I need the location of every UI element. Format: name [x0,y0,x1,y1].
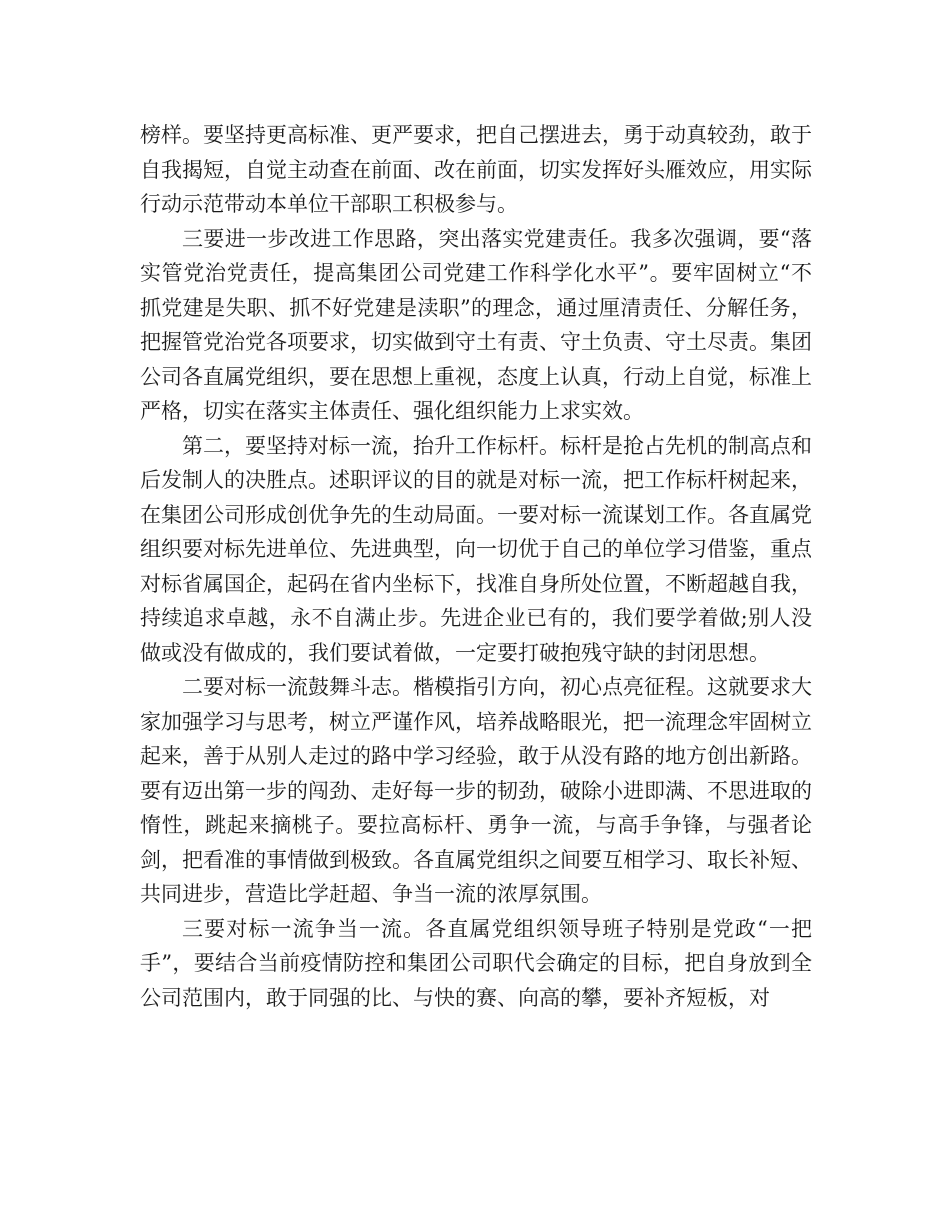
paragraph-continuation: 榜样。要坚持更高标准、更严要求，把自己摆进去，勇于动真较劲，敢于自我揭短，自觉主动查在前面、改在前面，切实发挥好头雁效应，用实际行动示范带动本单位干部职工积极参与。 [140,123,812,216]
paragraph-strive-first-class: 三要对标一流争当一流。各直属党组织领导班子特别是党政“一把手”，要结合当前疫情防控和集团公司职代会确定的目标，把自身放到全公司范围内，敢于同强的比、与快的赛、向高的攀，要补齐短板，对 [140,916,812,1010]
document-body [140,118,812,1015]
paragraph-benchmark-first-class: 第二，要坚持对标一流，抬升工作标杆。标杆是抢占先机的制高点和后发制人的决胜点。述职评议的目的就是对标一流，把工作标杆树起来，在集团公司形成创优争先的生动局面。一要对标一流谋划工作。各直属党组织要对标先进单位、先进典型，向一切优于自己的单位学习借鉴，重点对标省属国企，起码在省内坐标下，找准自身所处位置，不断超越自我，持续追求卓越，永不自满止步。先进企业已有的，我们要学着做;别人没做或没有做成的，我们要试着做，一定要打破抱残守缺的封闭思想。 [140,433,812,665]
paragraph-party-responsibility: 三要进一步改进工作思路，突出落实党建责任。我多次强调，要“落实管党治党责任，提高集团公司党建工作科学化水平”。要牢固树立“不抓党建是失职、抓不好党建是渎职”的理念，通过厘清责任、分解任务，把握管党治党各项要求，切实做到守土有责、守土负责、守土尽责。集团公司各直属党组织，要在思想上重视，态度上认真，行动上自觉，标准上严格，切实在落实主体责任、强化组织能力上求实效。 [140,226,812,423]
paragraph-inspire-morale: 二要对标一流鼓舞斗志。楷模指引方向，初心点亮征程。这就要求大家加强学习与思考，树立严谨作风，培养战略眼光，把一流理念牢固树立起来，善于从别人走过的路中学习经验，敢于从没有路的地方创出新路。要有迈出第一步的闯劲、走好每一步的韧劲，破除小进即满、不思进取的惰性，跳起来摘桃子。要拉高标杆、勇争一流，与高手争锋，与强者论剑，把看准的事情做到极致。各直属党组织之间要互相学习、取长补短、共同进步，营造比学赶超、争当一流的浓厚氛围。 [140,675,812,906]
